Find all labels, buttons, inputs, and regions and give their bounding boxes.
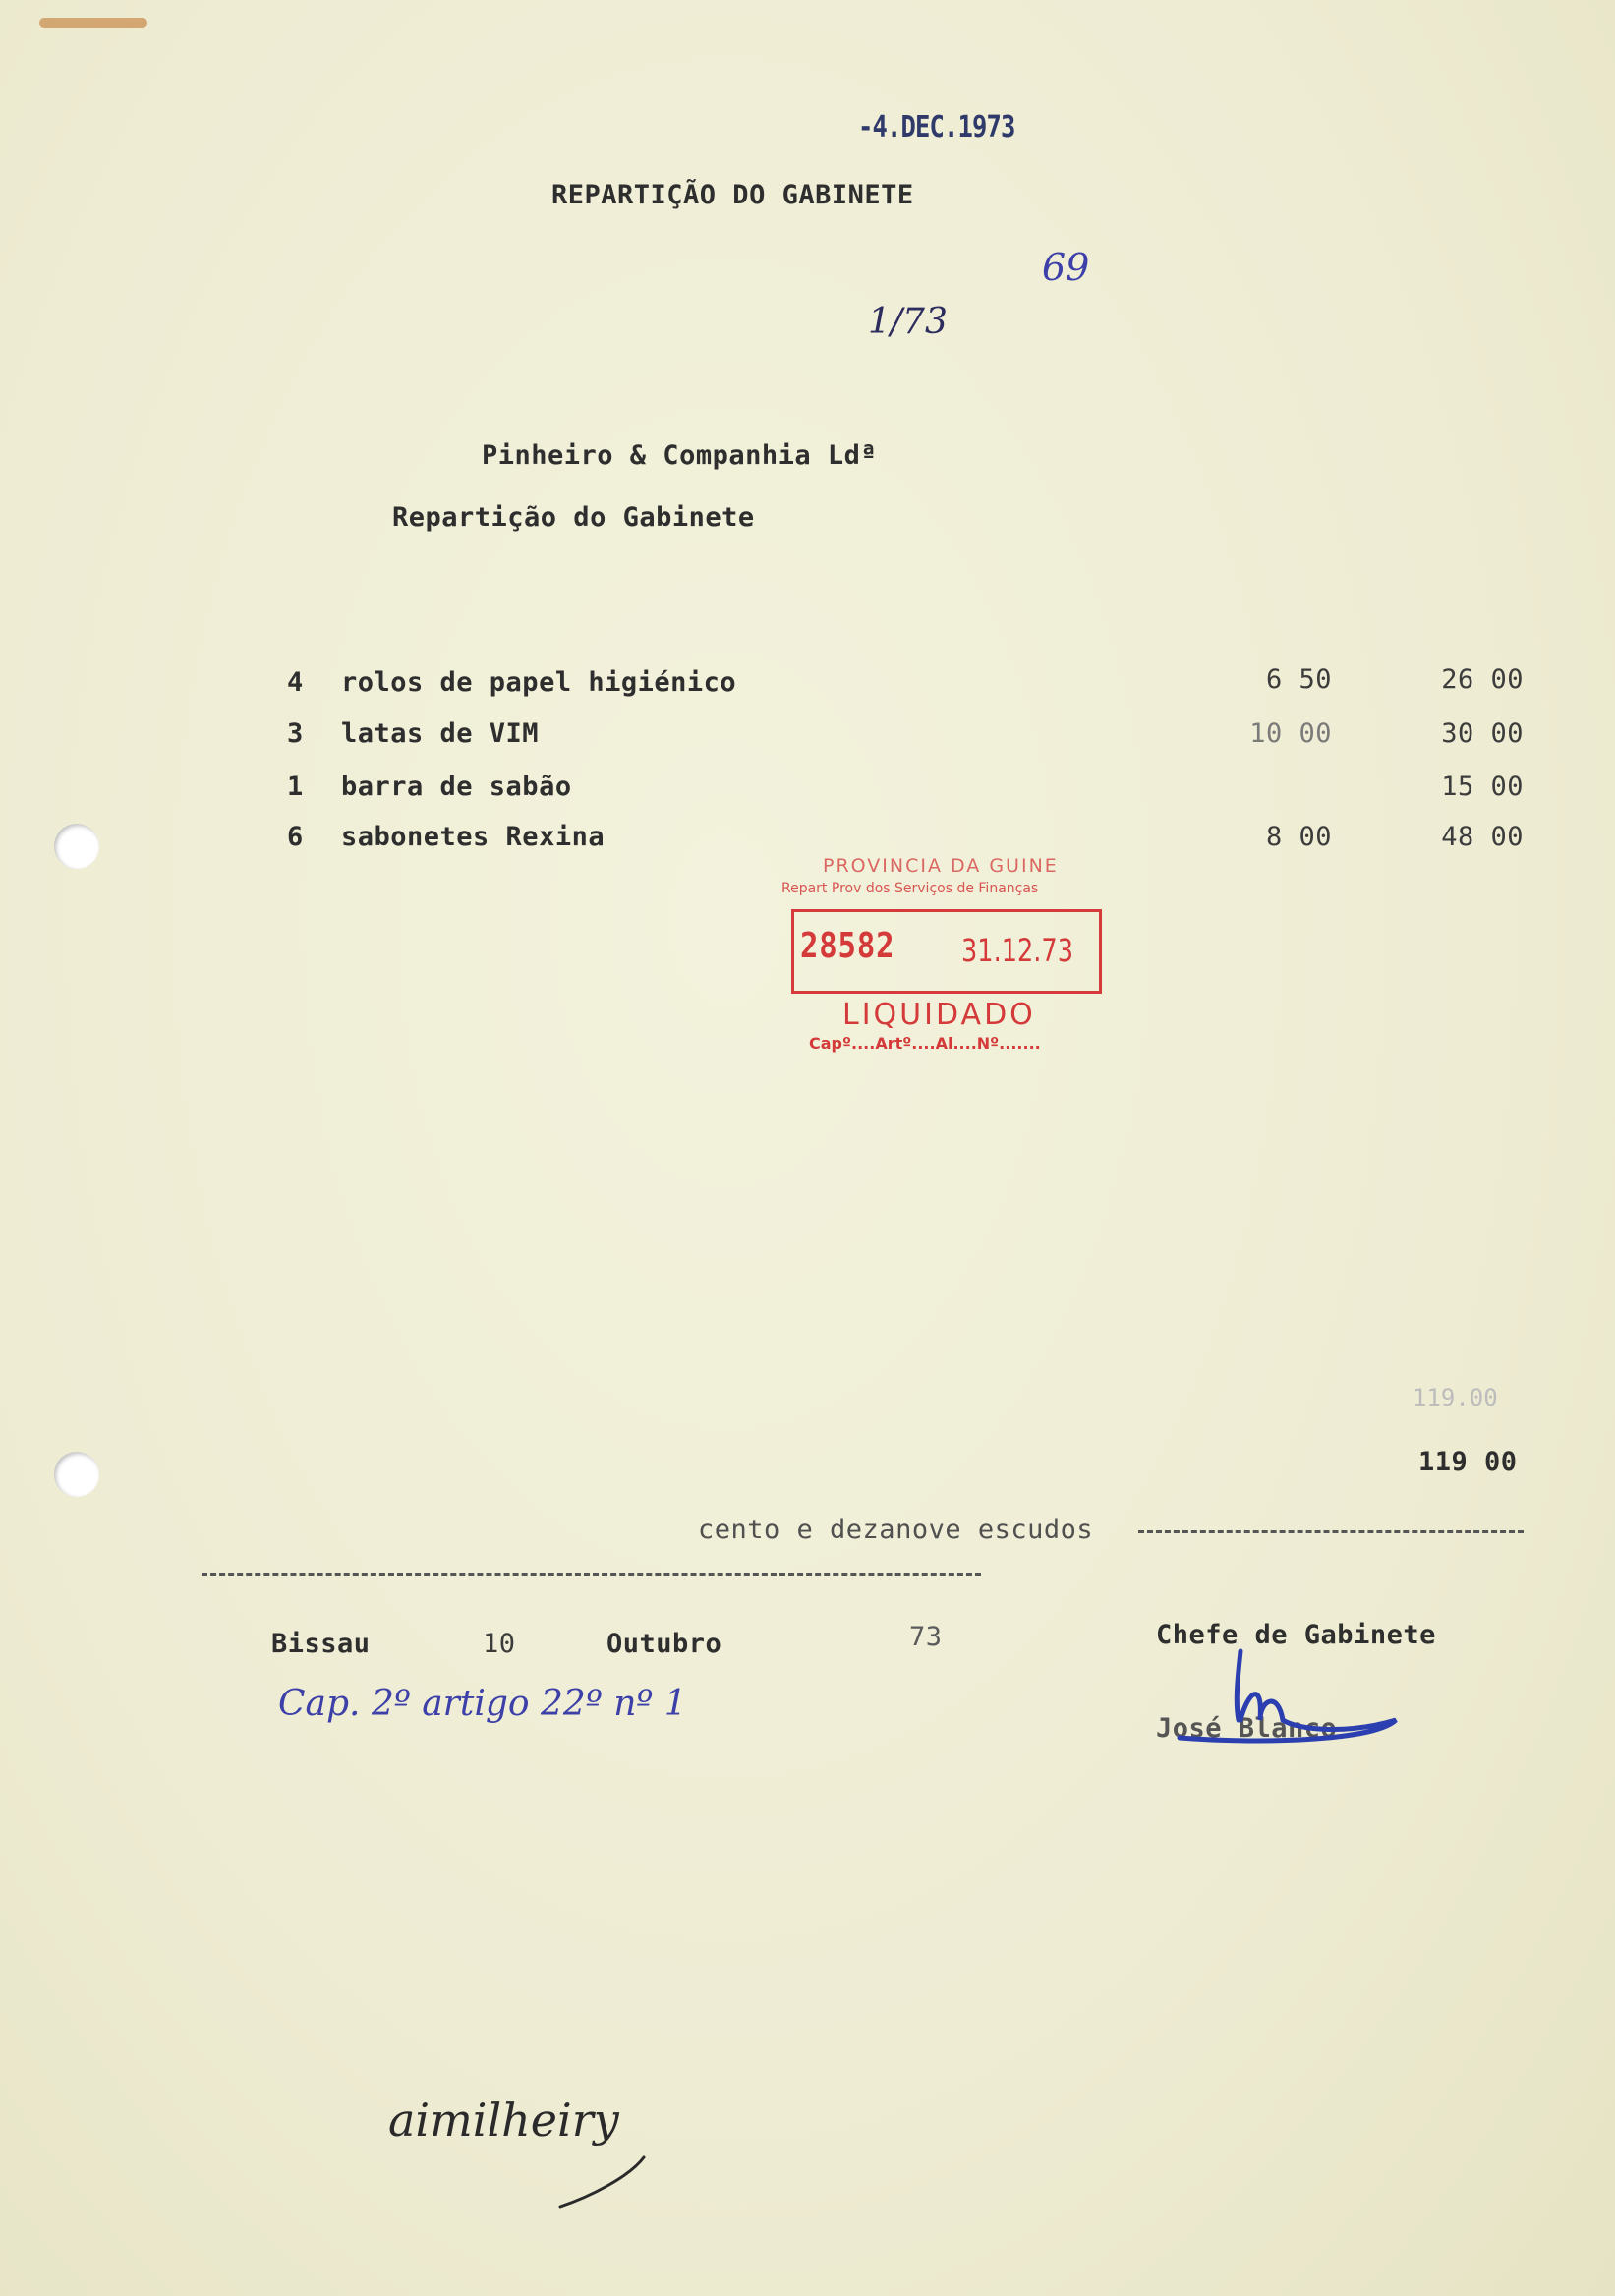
item-qty: 4 [287,667,304,698]
stamp-box [791,909,1102,994]
year: 73 [909,1622,943,1652]
item-total: 26 00 [1441,664,1524,695]
item-description: barra de sabão [341,772,572,802]
handwritten-signature: aimilheiry [388,2094,619,2147]
signature-scribble [1150,1622,1406,1750]
grand-total: 119 00 [1418,1447,1518,1477]
day: 10 [483,1629,516,1659]
stamp-status: LIQUIDADO [842,998,1036,1032]
item-total: 30 00 [1441,718,1524,749]
item-description: sabonetes Rexina [341,822,606,852]
stamp-province: PROVINCIA DA GUINE [823,855,1059,877]
amount-in-words: cento e dezanove escudos [698,1515,1094,1545]
item-qty: 1 [287,772,304,802]
month: Outubro [606,1629,722,1659]
handwritten-note: Cap. 2º artigo 22º nº 1 [278,1684,687,1724]
item-description: rolos de papel higiénico [341,667,737,698]
document-heading: REPARTIÇÃO DO GABINETE [551,180,914,210]
stamp-office: Repart Prov dos Serviços de Finanças [781,881,1039,896]
dash-line-left [202,1573,981,1576]
stamp-number: 28582 [800,926,895,966]
item-qty: 6 [287,822,304,852]
punch-hole-bottom [54,1452,99,1497]
department-name: Repartição do Gabinete [392,502,755,533]
handwritten-ref: 1/73 [868,302,948,342]
stamp-date: 31.12.73 [961,932,1073,969]
signature-tail [550,2152,659,2211]
item-qty: 3 [287,718,304,749]
rust-mark [39,18,147,28]
punch-hole-top [54,824,99,869]
item-unit-price: 6 50 [1265,664,1332,695]
item-unit-price: 10 00 [1249,718,1332,749]
item-total: 15 00 [1441,772,1524,802]
dash-line-right [1138,1530,1524,1533]
signer-name: José Blanco [1156,1713,1338,1744]
faded-total: 119.00 [1413,1384,1498,1411]
signer-title: Chefe de Gabinete [1156,1620,1436,1650]
item-total: 48 00 [1441,822,1524,852]
item-description: latas de VIM [341,718,540,749]
date-stamp: -4.DEC.1973 [858,110,1015,144]
handwritten-number: 69 [1042,246,1090,289]
stamp-footer: Capº....Artº....Al....Nº....... [809,1034,1041,1053]
supplier-name: Pinheiro & Companhia Ldª [482,440,878,471]
finance-stamp [762,855,1135,1062]
item-unit-price: 8 00 [1265,822,1332,852]
place: Bissau [271,1629,371,1659]
